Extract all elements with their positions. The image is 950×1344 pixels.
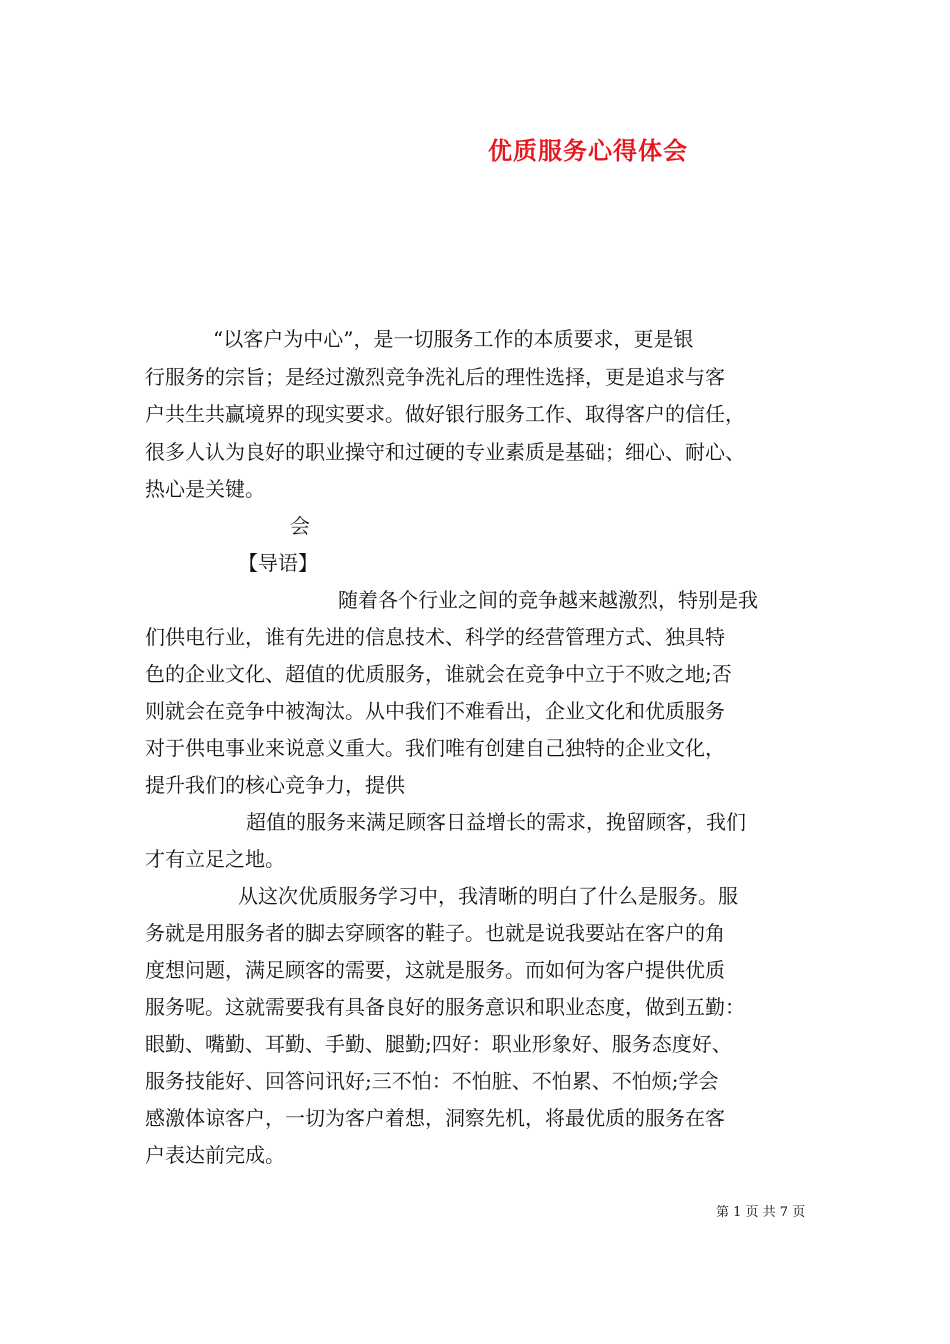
paragraph-4-line-4: 服务呢。这就需要我有具备良好的服务意识和职业态度，做到五勤：: [145, 995, 745, 1019]
fragment-text: 会: [290, 514, 310, 538]
paragraph-4-line-7: 感激体谅客户，一切为客户着想，洞察先机，将最优质的服务在客: [145, 1106, 725, 1130]
paragraph-2-line-2: 们供电行业，谁有先进的信息技术、科学的经营管理方式、独具特: [145, 625, 725, 649]
paragraph-2-line-5: 对于供电事业来说意义重大。我们唯有创建自己独特的企业文化，: [145, 736, 725, 760]
paragraph-4-line-5: 眼勤、嘴勤、耳勤、手勤、腿勤;四好：职业形象好、服务态度好、: [145, 1032, 732, 1056]
paragraph-3-line-2: 才有立足之地。: [145, 847, 285, 871]
paragraph-2-line-6: 提升我们的核心竞争力，提供: [145, 773, 405, 797]
paragraph-1-line-4: 很多人认为良好的职业操守和过硬的专业素质是基础；细心、耐心、: [145, 440, 745, 464]
paragraph-1-line-2: 行服务的宗旨；是经过激烈竞争洗礼后的理性选择，更是追求与客: [145, 365, 725, 389]
paragraph-2-line-1: 随着各个行业之间的竞争越来越激烈，特别是我: [338, 588, 758, 612]
paragraph-4-line-3: 度想问题，满足顾客的需要，这就是服务。而如何为客户提供优质: [145, 958, 725, 982]
paragraph-4-line-2: 务就是用服务者的脚去穿顾客的鞋子。也就是说我要站在客户的角: [145, 921, 725, 945]
paragraph-4-line-6: 服务技能好、回答问讯好;三不怕：不怕脏、不怕累、不怕烦;学会: [145, 1069, 719, 1093]
paragraph-2-line-4: 则就会在竞争中被淘汰。从中我们不难看出，企业文化和优质服务: [145, 699, 725, 723]
paragraph-1-line-1: “以客户为中心”，是一切服务工作的本质要求，更是银: [213, 327, 694, 351]
paragraph-4-line-1: 从这次优质服务学习中，我清晰的明白了什么是服务。服: [238, 884, 738, 908]
intro-label: 【导语】: [238, 551, 318, 575]
paragraph-3-line-1: 超值的服务来满足顾客日益增长的需求，挽留顾客，我们: [246, 810, 746, 834]
paragraph-1-line-5: 热心是关键。: [145, 477, 265, 501]
paragraph-1-line-3: 户共生共赢境界的现实要求。做好银行服务工作、取得客户的信任，: [145, 402, 745, 426]
document-title: 优质服务心得体会: [488, 136, 688, 165]
paragraph-4-line-8: 户表达前完成。: [145, 1143, 285, 1167]
paragraph-2-line-3: 色的企业文化、超值的优质服务，谁就会在竞争中立于不败之地;否: [145, 662, 732, 686]
page-footer: 第 1 页 共 7 页: [716, 1205, 806, 1220]
